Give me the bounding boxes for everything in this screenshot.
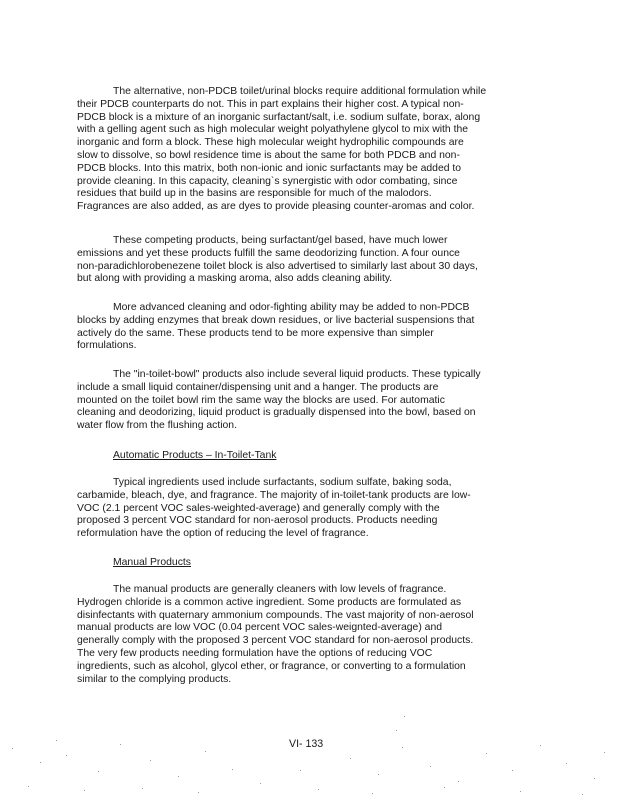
paragraph-line: PDCB block is a mixture of an inorganic surfactant/salt, i.e. sodium sulfate, borax, along [77, 111, 481, 123]
paragraph-line: More advanced cleaning and odor-fighting ability may be added to non-PDCB [113, 302, 470, 313]
paragraph-line: carbamide, bleach, dye, and fragrance. The majority of in-toilet-tank products are low- [77, 489, 471, 501]
paragraph-line: blocks by adding enzymes that break down residues, or live bacterial suspensions that [77, 314, 475, 326]
paragraph-line: their PDCB counterparts do not. This in part explains their higher cost. A typical non- [77, 98, 464, 110]
section-heading-automatic: Automatic Products – In-Toilet-Tank [113, 450, 277, 461]
paragraph-line: The very few products needing formulation have the options of reducing VOC [77, 647, 433, 659]
paragraph-line: The "in-toilet-bowl" products also include several liquid products. These typically [113, 369, 481, 380]
paragraph-line: ingredients, such as alcohol, glycol ether, or fragrance, or converting to a formulation [77, 660, 466, 672]
paragraph-line: but along with providing a masking aroma, also adds cleaning ability. [77, 273, 393, 285]
paragraph-line: mounted on the toilet bowl rim the same way the blocks are used. For automatic [77, 394, 445, 406]
paragraph-line: Fragrances are also added, as are dyes to provide pleasing counter-aromas and color. [77, 201, 475, 213]
paragraph-line: Typical ingredients used include surfactants, sodium sulfate, baking soda, [113, 477, 452, 488]
paragraph-line: The alternative, non-PDCB toilet/urinal blocks require additional formulation while [113, 86, 487, 97]
paragraph-line: provide cleaning. In this capacity, cleaning`s synergistic with odor combating, since [77, 175, 458, 187]
paragraph-line: with a gelling agent such as high molecular weight polyathylene glycol to mix with the [77, 124, 469, 136]
paragraph-line: non-paradichlorobenezene toilet block is also advertised to similarly last about 30 days, [77, 260, 478, 272]
paragraph-line: disinfectants with quaternary ammonium compounds. The vast majority of non-aerosol [77, 609, 474, 621]
paragraph-line: manual products are low VOC (0.04 percent VOC sales-weignted-average) and [77, 622, 443, 634]
paragraph-line: emissions and yet these products fulfill the same deodorizing function. A four ounce [77, 247, 460, 259]
paragraph-line: Hydrogen chloride is a common active ingredient. Some products are formulated as [77, 596, 462, 608]
paragraph-line: water flow from the flushing action. [77, 420, 237, 432]
page-number: VI- 133 [289, 738, 324, 750]
paragraph-line: formulations. [77, 340, 137, 352]
section-heading-manual: Manual Products [113, 557, 191, 568]
paragraph-line: include a small liquid container/dispensing unit and a hanger. The products are [77, 381, 439, 393]
paragraph-line: generally comply with the proposed 3 percent VOC standard for non-aerosol products. [77, 635, 474, 647]
paragraph-line: PDCB blocks. Into this matrix, both non-ionic and ionic surfactants may be added to [77, 162, 462, 174]
paragraph-line: These competing products, being surfactant/gel based, have much lower [113, 235, 448, 246]
paragraph-line: actively do the same. These products tend to be more expensive than simpler [77, 327, 434, 339]
paragraph-line: cleaning and deodorizing, liquid product is gradually dispensed into the bowl, based on [77, 407, 476, 419]
paragraph-line: inorganic and form a block. These high molecular weight hydrophilic compounds are [77, 137, 464, 149]
paragraph-line: residues that build up in the basins are responsible for much of the malodors. [77, 188, 432, 200]
paragraph-line: proposed 3 percent VOC standard for non-aerosol products. Products needing [77, 515, 438, 527]
paragraph-line: The manual products are generally cleaners with low levels of fragrance. [113, 584, 447, 595]
paragraph-line: reformulation have the option of reducing the level of fragrance. [77, 528, 369, 540]
paragraph-line: similar to the complying products. [77, 673, 232, 685]
paragraph-line: VOC (2.1 percent VOC sales-weighted-average) and generally comply with the [77, 502, 440, 514]
paragraph-line: slow to dissolve, so bowl residence time is about the same for both PDCB and non- [77, 149, 460, 161]
